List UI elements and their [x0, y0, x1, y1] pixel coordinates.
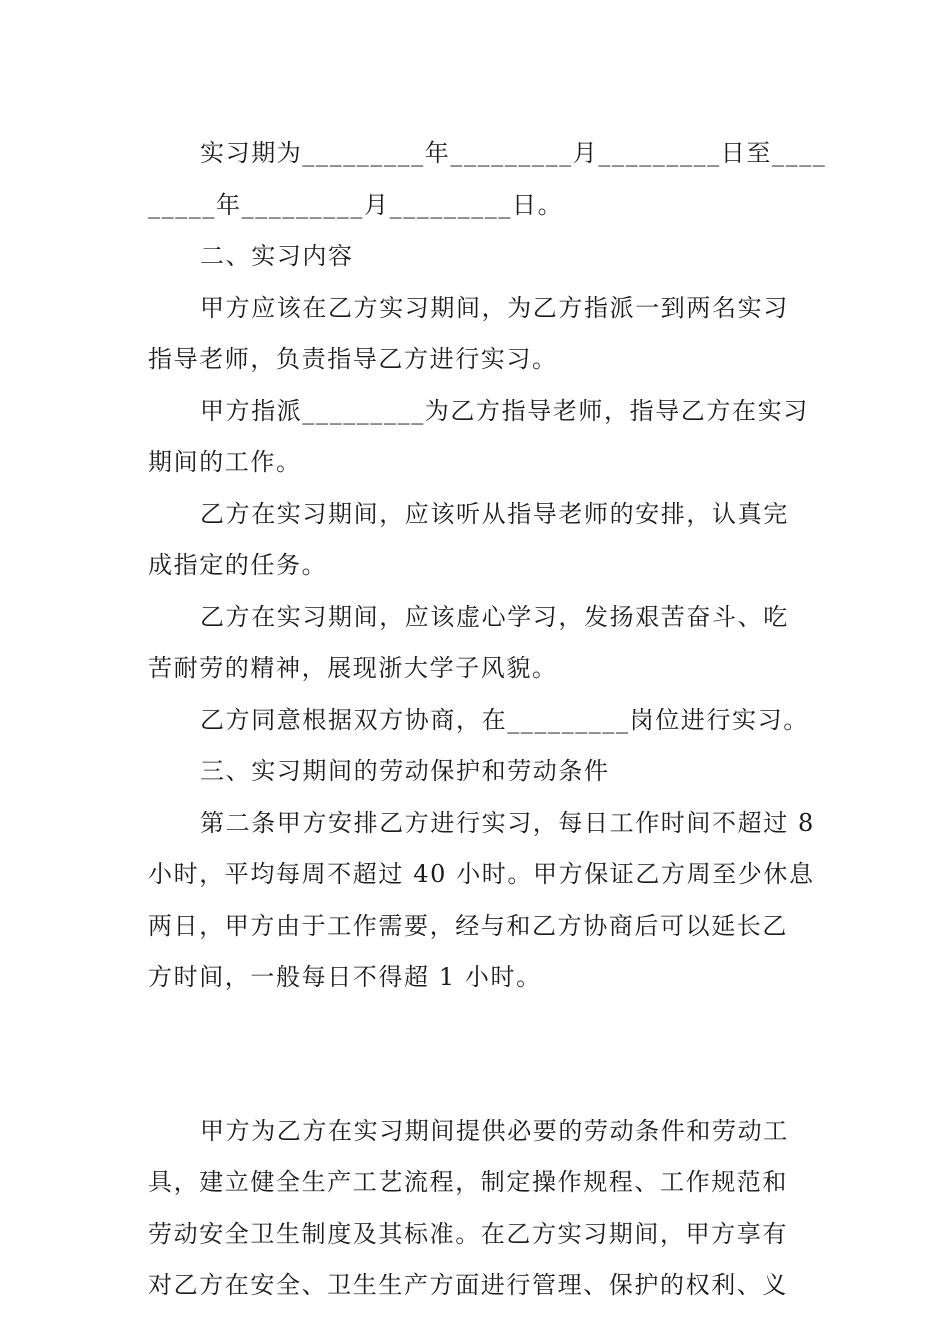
section-heading-content: 二、实习内容 — [200, 242, 354, 270]
paragraph-mentor-line-2: 指导老师，负责指导乙方进行实习。 — [148, 345, 558, 373]
paragraph-study-line-2: 苦耐劳的精神，展现浙大学子风貌。 — [148, 654, 558, 682]
paragraph-obey-line-2: 成指定的任务。 — [148, 551, 328, 579]
paragraph-assign-line-2: 期间的工作。 — [148, 448, 302, 476]
paragraph-assign-line-1: 甲方指派_________为乙方指导老师，指导乙方在实习 — [200, 396, 809, 425]
paragraph-conditions-line-1: 甲方为乙方在实习期间提供必要的劳动条件和劳动工 — [200, 1116, 789, 1145]
section-heading-labor: 三、实习期间的劳动保护和劳动条件 — [200, 757, 610, 785]
paragraph-conditions-line-2: 具，建立健全生产工艺流程，制定操作规程、工作规范和 — [148, 1168, 788, 1196]
paragraph-conditions-line-3: 劳动安全卫生制度及其标准。在乙方实习期间，甲方享有 — [148, 1219, 788, 1248]
paragraph-spacer — [148, 1004, 808, 1106]
paragraph-article-two-line-2: 小时，平均每周不超过 40 小时。甲方保证乙方周至少休息 — [148, 860, 815, 888]
paragraph-obey-line-1: 乙方在实习期间，应该听从指导老师的安排，认真完 — [200, 499, 789, 528]
paragraph-study-line-1: 乙方在实习期间，应该虚心学习，发扬艰苦奋斗、吃 — [200, 602, 789, 631]
paragraph-article-two-line-3: 两日，甲方由于工作需要，经与和乙方协商后可以延长乙 — [148, 911, 788, 940]
paragraph-conditions-line-4: 对乙方在安全、卫生生产方面进行管理、保护的权利、义 — [148, 1271, 788, 1299]
paragraph-article-two-line-4: 方时间，一般每日不得超 1 小时。 — [148, 963, 542, 991]
paragraph-article-two-line-1: 第二条甲方安排乙方进行实习，每日工作时间不超过 8 — [200, 808, 815, 837]
document-body — [148, 128, 827, 1312]
paragraph-mentor-line-1: 甲方应该在乙方实习期间，为乙方指派一到两名实习 — [200, 293, 789, 322]
paragraph-position: 乙方同意根据双方协商，在_________岗位进行实习。 — [200, 705, 809, 734]
internship-period-line-2: _____年_________月_________日。 — [148, 190, 564, 219]
internship-period-line-1: 实习期为_________年_________月_________日至____ — [200, 139, 827, 167]
